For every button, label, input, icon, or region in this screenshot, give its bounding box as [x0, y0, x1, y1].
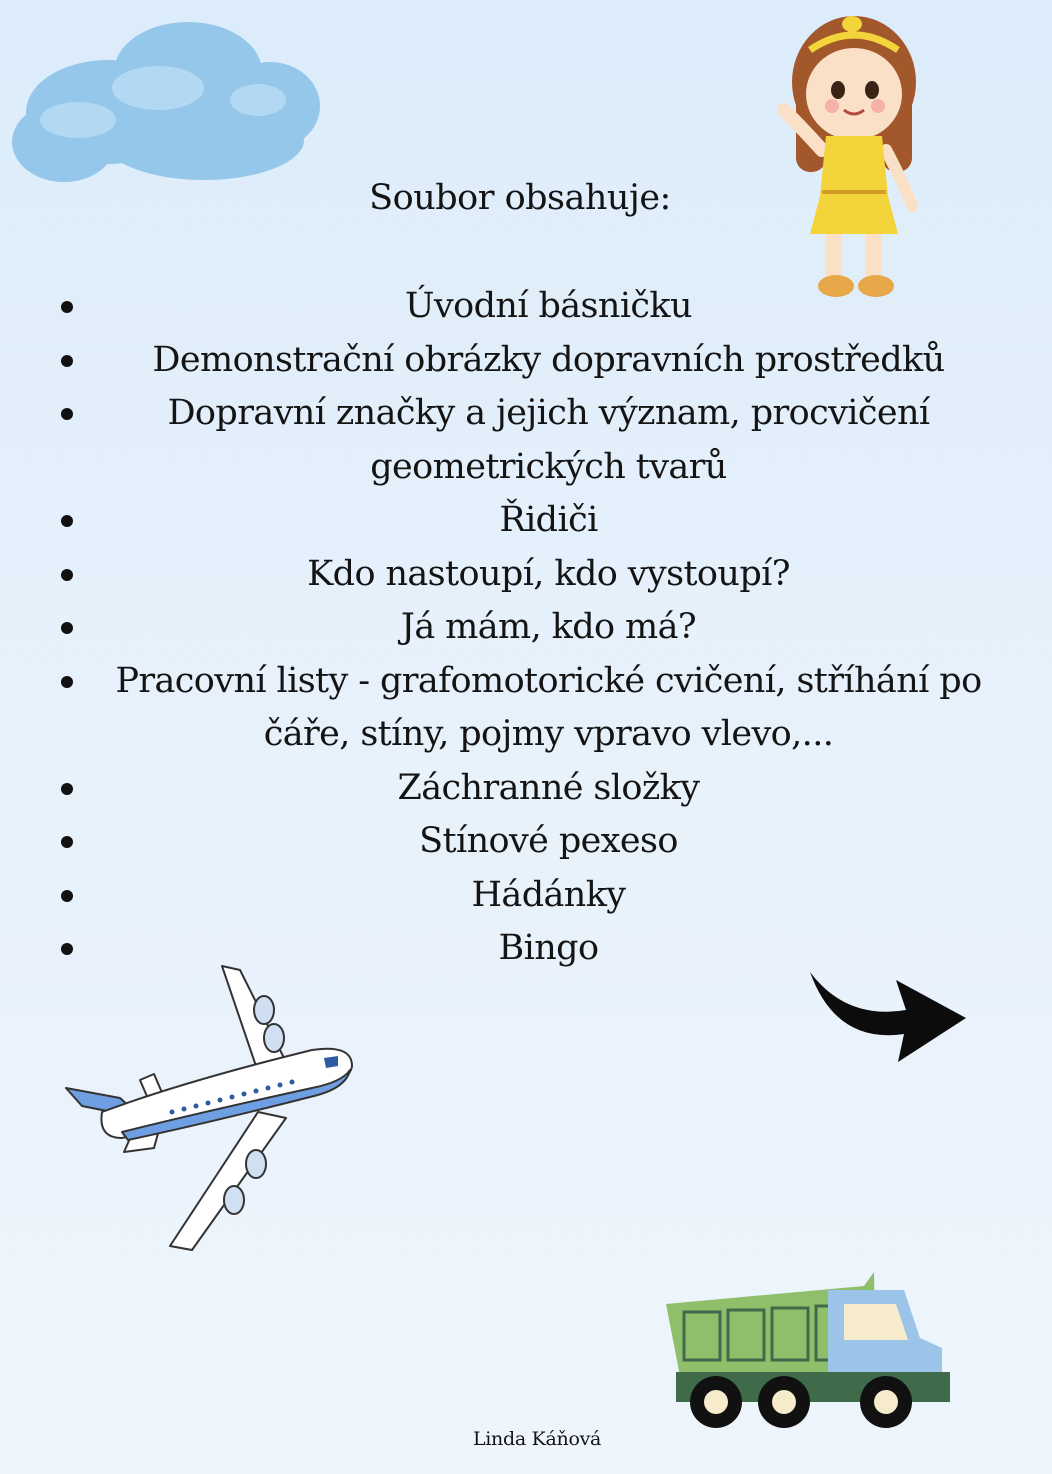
- cloud-icon: [8, 10, 320, 186]
- arrow-icon: [806, 966, 970, 1066]
- list-item: Pracovní listy - grafomotorické cvičení, stříhání po čáře, stíny, pojmy vpravo vlevo,...: [0, 655, 1052, 762]
- list-item: Řidiči: [0, 494, 1052, 548]
- airplane-icon: [62, 962, 358, 1254]
- list-item: Hádánky: [0, 869, 1052, 923]
- content-list: [0, 280, 1052, 976]
- list-item: Demonstrační obrázky dopravních prostředků: [0, 334, 1052, 388]
- author-name: Linda Káňová: [472, 1428, 602, 1450]
- list-item: Kdo nastoupí, kdo vystoupí?: [0, 548, 1052, 602]
- girl-icon: [774, 10, 934, 306]
- list-item: Dopravní značky a jejich význam, procvičení geometrických tvarů: [0, 387, 1052, 494]
- page-title: Soubor obsahuje:: [369, 178, 671, 218]
- list-item: Záchranné složky: [0, 762, 1052, 816]
- list-item: Stínové pexeso: [0, 815, 1052, 869]
- truck-icon: [664, 1268, 954, 1434]
- list-item: Bingo: [0, 922, 1052, 976]
- list-item: Úvodní básničku: [0, 280, 1052, 334]
- list-item: Já mám, kdo má?: [0, 601, 1052, 655]
